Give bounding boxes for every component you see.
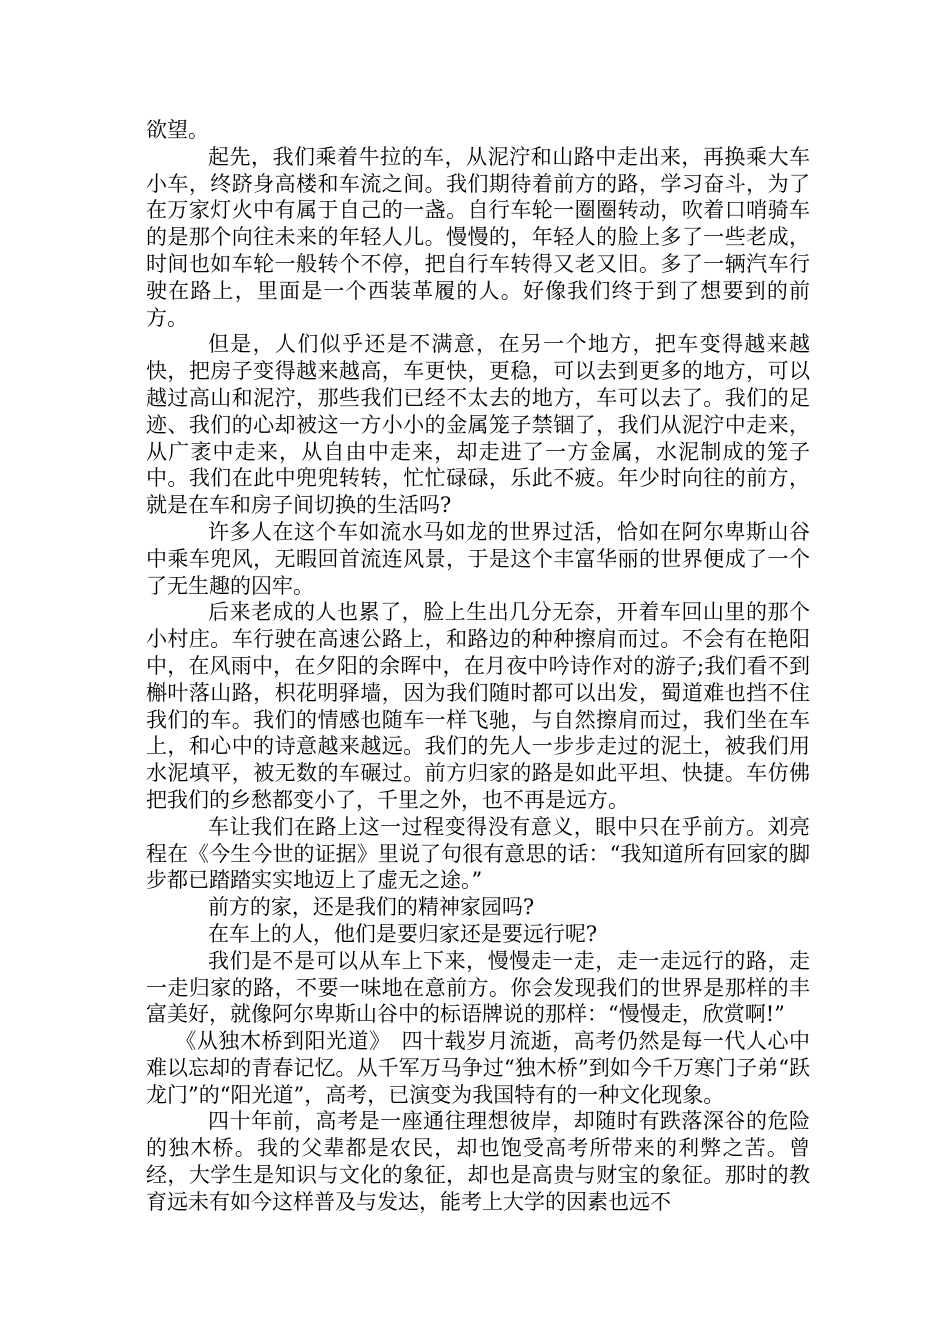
paragraph-2: 起先，我们乘着牛拉的车，从泥泞和山路中走出来，再换乘大车小车，终跻身高楼和车流之间。我们期待着前方的路，学习奋斗，为了在万家灯火中有属于自己的一盏。自行车轮一圈圈转动，吹着口哨骑车的是那个向往未来的年轻人儿。慢慢的，年轻人的脸上多了一些老成，时间也如车轮一般转个不停，把自行车转得又老又旧。多了一辆汽车行驶在路上，里面是一个西装革履的人。好像我们终于到了想要到的前方。	[146, 144, 810, 330]
paragraph-5: 后来老成的人也累了，脸上生出几分无奈，开着车回山里的那个小村庄。车行驶在高速公路上，和路边的种种擦肩而过。不会有在艳阳中，在风雨中，在夕阳的余晖中，在月夜中吟诗作对的游子;我们看不到槲叶落山路，枳花明驿墙，因为我们随时都可以出发，蜀道难也挡不住我们的车。我们的情感也随车一样飞驰，与自然擦肩而过，我们坐在车上，和心中的诗意越来越远。我们的先人一步步走过的泥土，被我们用水泥填平，被无数的车碾过。前方归家的路是如此平坦、快捷。车仿佛把我们的乡愁都变小了，千里之外，也不再是远方。	[146, 600, 810, 812]
paragraph-6: 车让我们在路上这一过程变得没有意义，眼中只在乎前方。刘亮程在《今生今世的证据》里说了句很有意思的话：“我知道所有回家的脚步都已踏踏实实地迈上了虚无之途。”	[146, 814, 810, 893]
paragraph-8: 在车上的人，他们是要归家还是要远行呢?	[207, 921, 598, 946]
essay-body	[146, 117, 810, 1216]
paragraph-9: 我们是不是可以从车上下来，慢慢走一走，走一走远行的路，走一走归家的路，不要一味地在意前方。你会发现我们的世界是那样的丰富美好，就像阿尔卑斯山谷中的标语牌说的那样：“慢慢走，欣赏啊!”	[146, 948, 810, 1027]
paragraph-3: 但是，人们似乎还是不满意，在另一个地方，把车变得越来越快，把房子变得越来越高，车更快，更稳，可以去到更多的地方，可以越过高山和泥泞，那些我们已经不太去的地方，车可以去了。我们的足迹、我们的心却被这一方小小的金属笼子禁锢了，我们从泥泞中走来，从广袤中走来，从自由中走来，却走进了一方金属，水泥制成的笼子中。我们在此中兜兜转转，忙忙碌碌，乐此不疲。年少时向往的前方，就是在车和房子间切换的生活吗?	[146, 332, 810, 518]
paragraph-4: 许多人在这个车如流水马如龙的世界过活，恰如在阿尔卑斯山谷中乘车兜风，无暇回首流连风景，于是这个丰富华丽的世界便成了一个了无生趣的囚牢。	[146, 519, 810, 598]
paragraph-1: 欲望。	[146, 118, 209, 142]
paragraph-10: 《从独木桥到阳光道》 四十载岁月流逝，高考仍然是每一代人心中难以忘却的青春记忆。从千军万马争过“独木桥”到如今千万寒门子弟“跃龙门”的“阳光道”，高考，已演变为我国特有的一种文化现象。	[146, 1029, 810, 1107]
paragraph-7: 前方的家，还是我们的精神家园吗?	[207, 895, 535, 920]
paragraph-11: 四十年前，高考是一座通往理想彼岸，却随时有跌落深谷的危险的独木桥。我的父辈都是农民，却也饱受高考所带来的利弊之苦。曾经，大学生是知识与文化的象征，却也是高贵与财宝的象征。那时的教育远未有如今这样普及与发达，能考上大学的因素也远不	[146, 1109, 810, 1214]
